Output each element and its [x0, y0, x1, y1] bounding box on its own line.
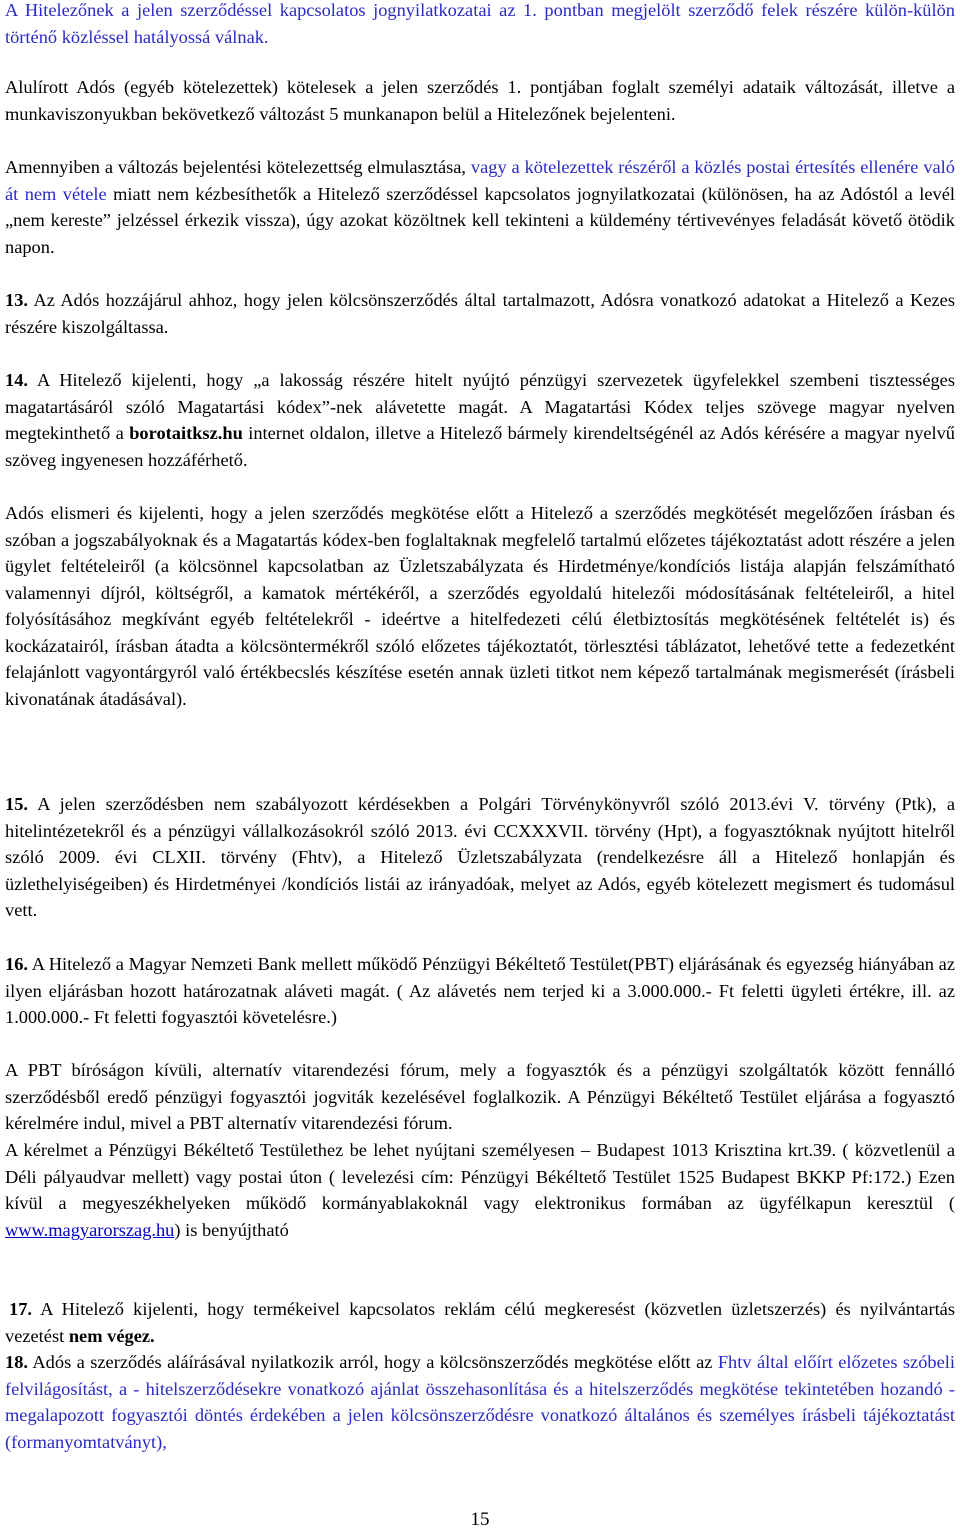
section-number: 16.	[5, 954, 28, 974]
highlighted-text: Fhtv által előírt előzetes szóbeli felvilágosítást, a - hitelszerződésekre vonatkozó ajánlat összehasonlítása és a hitelszerződés megkötése tekintetében hozandó - megalapozott fogyasztói döntés érdekében a jelen kölcsönszerződésre vonatkozó általános és személyes írásbeli tájékoztatást (formanyomtatványt),	[5, 1352, 955, 1452]
highlighted-text: vagy a kötelezettek részéről a közlés postai értesítés ellenére való át nem vétele	[5, 157, 955, 204]
paragraph-17: 17. A Hitelező kijelenti, hogy termékeivel kapcsolatos reklám célú megkeresést (közvetlen üzletszerzés) és nyilvántartás vezetést nem végez.	[5, 1299, 955, 1346]
paragraph-16-kerelem: A kérelmet a Pénzügyi Békéltető Testülethez be lehet nyújtani személyesen – Budapest 1013 Krisztina krt.39. ( közvetlenül a Déli pályaudvar mellett) vagy postai úton ( levelezési cím: Pénzügyi Békéltető Testület 1525 Budapest BKKP Pf:172.) Ezen kívül a megyeszékhelyeken működő kormányablakoknál vagy elektronikus formában az ügyfélkapun keresztül ( www.magyarorszag.hu) is benyújtható	[5, 1140, 955, 1240]
section-number: 15.	[5, 794, 28, 814]
section-number: 13.	[5, 290, 28, 310]
paragraph-16: 16. A Hitelező a Magyar Nemzeti Bank mellett működő Pénzügyi Békéltető Testület(PBT) eljárásának és egyezség hiányában az ilyen eljárásban hozott határozatnak aláveti magát. ( Az alávetés nem terjed ki a 3.000.000.- Ft feletti ügyleti értékre, ill. az 1.000.000.- Ft feletti fogyasztói követelésre.)	[5, 954, 955, 1027]
paragraph-adatvaltozas: Alulírott Adós (egyéb kötelezettek) kötelesek a jelen szerződés 1. pontjában foglalt személyi adataik változását, illetve a munkaviszonyukban bekövetkező változást 5 munkanapon belül a Hitelezőnek bejelenteni.	[5, 77, 955, 124]
website-name: borotaitksz.hu	[129, 423, 243, 443]
paragraph-15: 15. A jelen szerződésben nem szabályozott kérdésekben a Polgári Törvénykönyvről szóló 2013.évi V. törvény (Ptk), a hitelintézetekről és a pénzügyi vállalkozásokról szóló 2013. évi CCXXXVII. törvény (Hpt), a fogyasztóknak nyújtott hitelről szóló 2009. évi CLXII. törvény (Fhtv), a Hitelező Üzletszabályzata (rendelkezésre áll a Hitelező honlapján és üzlethelyiségeiben) és Hirdetményei /kondíciós listái az irányadóak, melyet az Adós, egyéb kötelezett megismert és tudomásul vett.	[5, 794, 955, 920]
paragraph-kezbesites: Amennyiben a változás bejelentési kötelezettség elmulasztása, vagy a kötelezettek részéről a közlés postai értesítés ellenére való át nem vétele miatt nem kézbesíthetők a Hitelező szerződéssel kapcsolatos jognyilatkozatai (különösen, ha az Adóstól a levél „nem kereste” jelzéssel érkezik vissza), úgy azokat közöltnek kell tekinteni a küldemény tértivevényes feladását követő ötödik napon.	[5, 157, 955, 257]
magyarorszag-link[interactable]: www.magyarorszag.hu	[5, 1219, 175, 1240]
section-number: 14.	[5, 370, 28, 390]
section-number: 17.	[9, 1299, 32, 1319]
paragraph-16-pbt: A PBT bíróságon kívüli, alternatív vitarendezési fórum, mely a fogyasztók és a pénzügyi szolgáltatók között fennálló szerződésből eredő pénzügyi fogyasztói jogviták kezelésével foglalkozik. A Pénzügyi Békéltető Testület eljárása a fogyasztó kérelmére indul, mivel a PBT alternatív vitarendezési fórum.	[5, 1060, 955, 1133]
paragraph-13: 13. Az Adós hozzájárul ahhoz, hogy jelen kölcsönszerződés által tartalmazott, Adósra vonatkozó adatokat a Hitelező a Kezes részére kiszolgáltassa.	[5, 290, 955, 337]
paragraph-18: 18. Adós a szerződés aláírásával nyilatkozik arról, hogy a kölcsönszerződés megkötése előtt az Fhtv által előírt előzetes szóbeli felvilágosítást, a - hitelszerződésekre vonatkozó ajánlat összehasonlítása és a hitelszerződés megkötése tekintetében hozandó - megalapozott fogyasztói döntés érdekében a jelen kölcsönszerződésre vonatkozó általános és személyes írásbeli tájékoztatást (formanyomtatványt),	[5, 1352, 955, 1452]
paragraph-ados-elismeri: Adós elismeri és kijelenti, hogy a jelen szerződés megkötése előtt a Hitelező a szerződés megkötését megelőzően írásban és szóban a jogszabályoknak és a Magatartás kódex-ben foglaltaknak megfelelő tartalmú előzetes tájékoztatást adott részére a jelen ügylet feltételeiről (a kölcsönnel kapcsolatban az Üzletszabályzata és Hirdetménye/kondíciós listája alapján felszámítható valamennyi díjról, költségről, a kamatok mértékéről, a szerződés egyoldalú hitelezői módosításának feltételeiről, a hitel folyósításához megkívánt egyéb feltételekről - ideértve a hitelfedezeti célú életbiztosítás megkötésének feltételét is) és kockázatairól, írásban átadta a kölcsöntermékről szóló előzetes tájékoztatót, törlesztési táblázatot, lehetővé tette a fedezetként felajánlott vagyontárgyról való értékbecslés készítése esetén annak üzleti titkot nem képező tartalmának megismerését (írásbeli kivonatának átadásával).	[5, 503, 955, 709]
section-number: 18.	[5, 1352, 28, 1372]
paragraph-14: 14. A Hitelező kijelenti, hogy „a lakosság részére hitelt nyújtó pénzügyi szervezetek ügyfelekkel szembeni tisztességes magatartásáról szóló Magatartási kódex”-nek alávetette magát. A Magatartási Kódex teljes szövege magyar nyelven megtekinthető a borotaitksz.hu internet oldalon, illetve a Hitelező bármely kirendeltségénél az Adós kérésére a magyar nyelvű szöveg ingyenesen hozzáférhető.	[5, 370, 955, 470]
paragraph-jognyilatkozatok: A Hitelezőnek a jelen szerződéssel kapcsolatos jognyilatkozatai az 1. pontban megjelölt szerződő felek részére külön-külön történő közléssel hatályossá válnak.	[5, 0, 955, 47]
bold-text: nem végez.	[68, 1325, 155, 1346]
page-number: 15	[470, 1509, 490, 1530]
